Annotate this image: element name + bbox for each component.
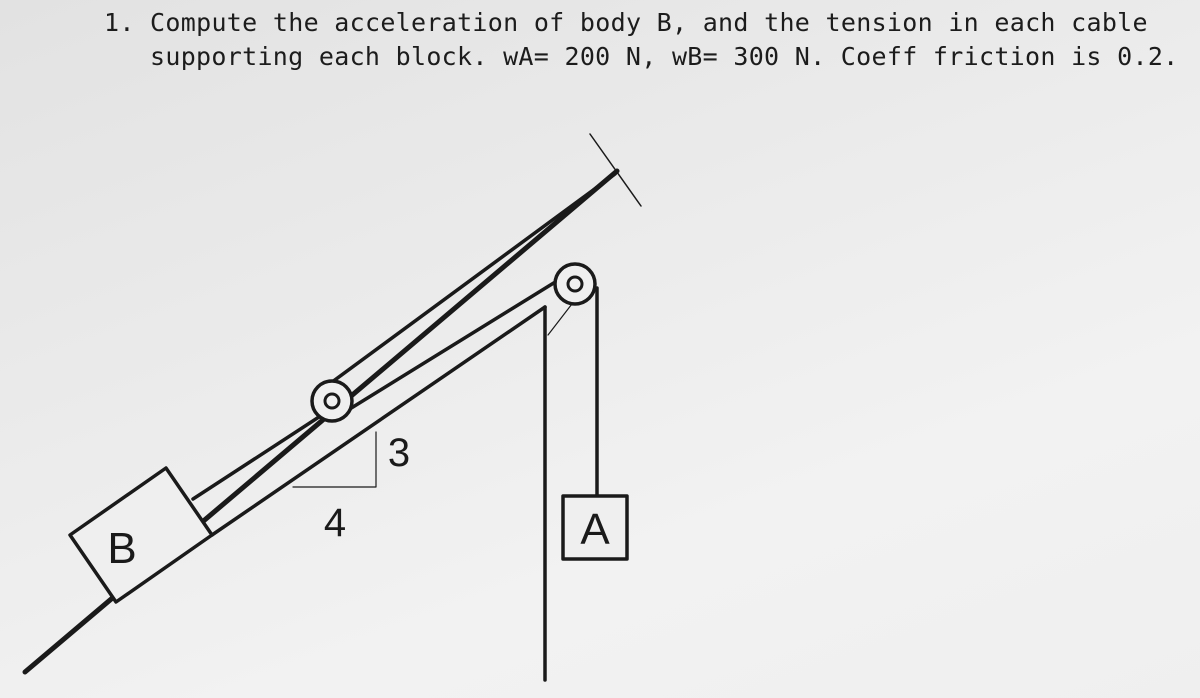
movable-pulley (312, 381, 352, 421)
slope-rise-label: 3 (387, 431, 411, 475)
cable-b-lower (212, 307, 545, 535)
fixed-pulley (555, 264, 595, 304)
block-b-label: B (107, 524, 137, 573)
slope-run-label: 4 (323, 501, 347, 545)
problem-line-2: supporting each block. wA= 200 N, wB= 300 N. Coeff friction is 0.2. (150, 42, 1179, 71)
slope-triangle (293, 432, 376, 487)
problem-line-1: 1. Compute the acceleration of body B, and the tension in each cable (104, 8, 1148, 37)
block-b (70, 468, 212, 602)
cable-pulley-to-fixed-pulley (340, 276, 565, 415)
incline-anchor-hatch (590, 134, 641, 206)
block-a-label: A (580, 505, 610, 554)
